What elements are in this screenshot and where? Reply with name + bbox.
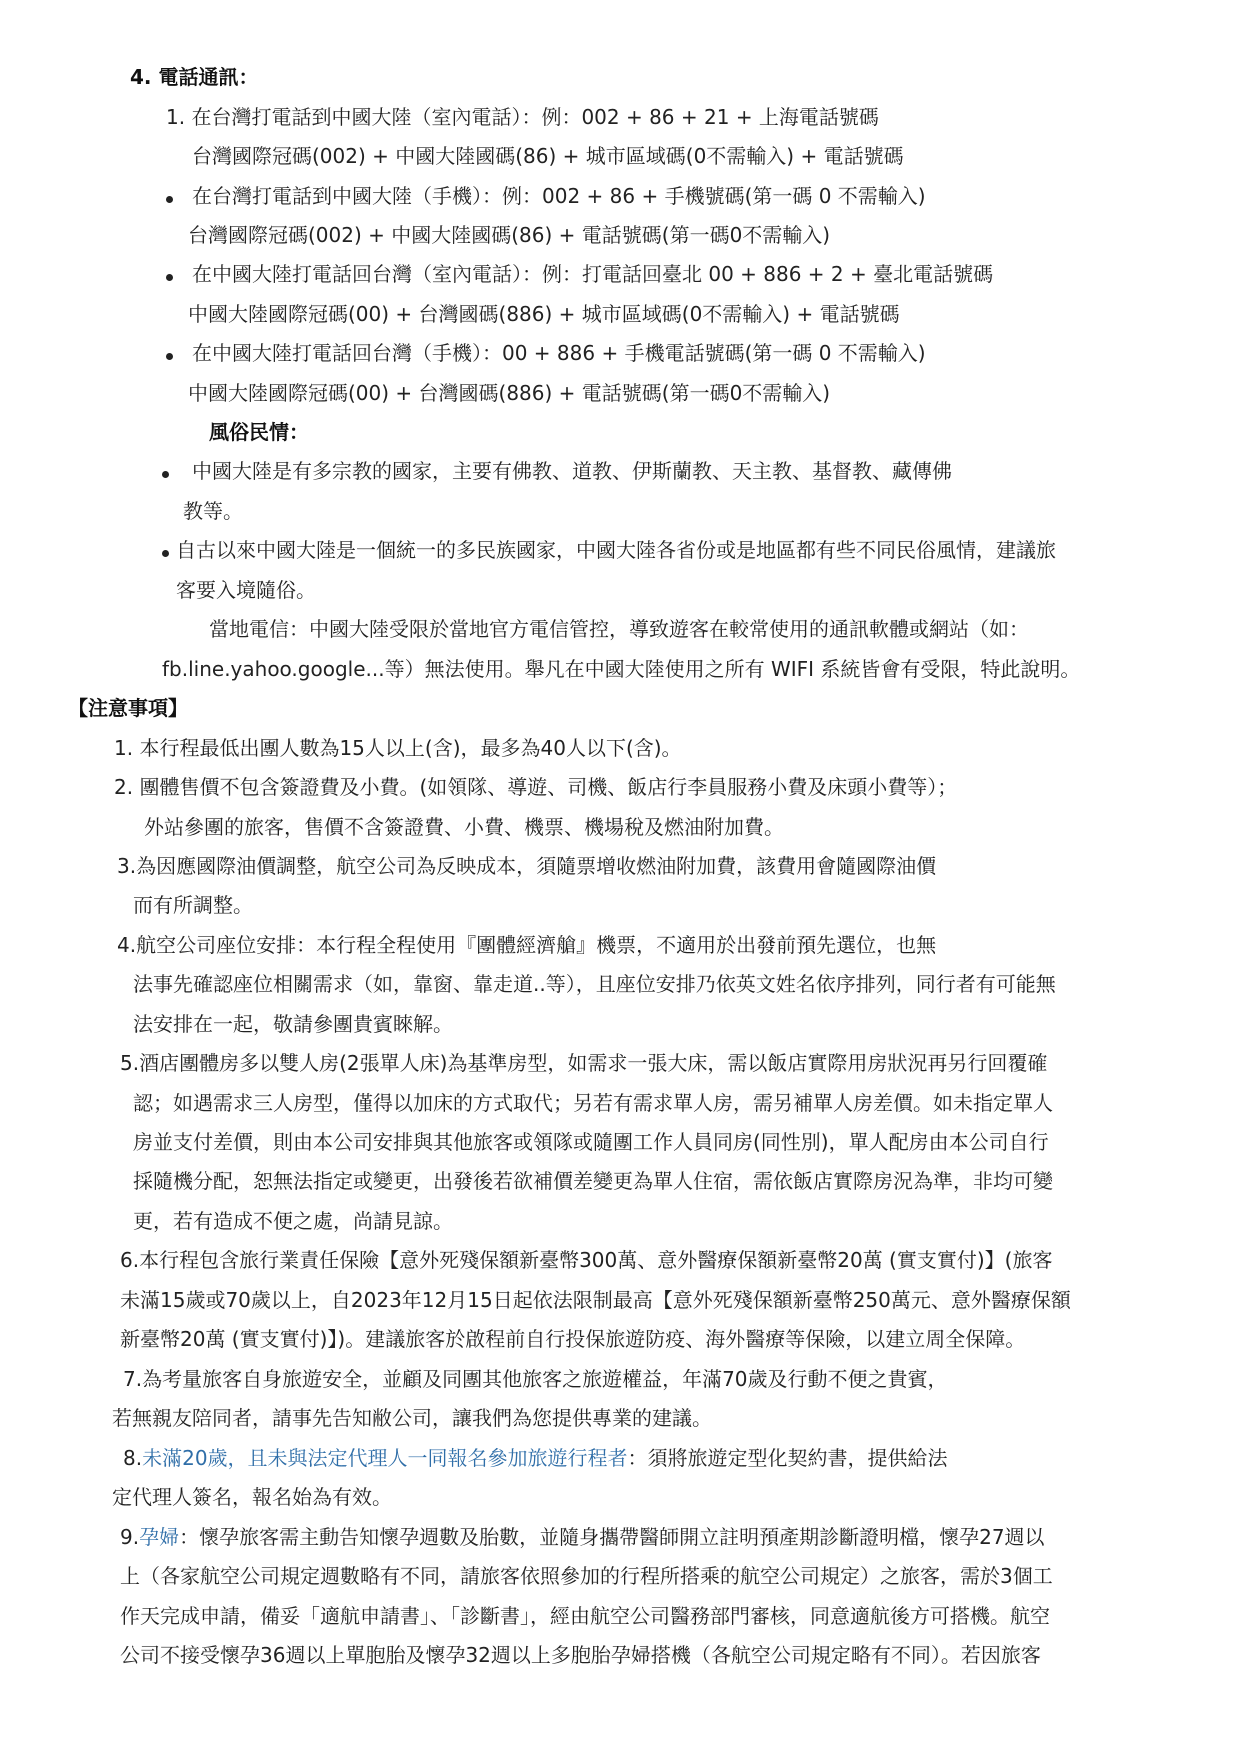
note-9-highlight: 孕婦 <box>139 1525 180 1549</box>
note-8-line-2: 定代理人簽名，報名始為有效。 <box>112 1485 392 1509</box>
note-8-line-1 <box>123 1445 948 1471</box>
note-4-line-3: 法安排在一起，敬請參團貴賓睞解。 <box>133 1012 453 1036</box>
note-9-line-4: 公司不接受懷孕36週以上單胞胎及懷孕32週以上多胞胎孕婦搭機（各航空公司規定略有不同）。若因旅客 <box>120 1643 1041 1667</box>
bullet-icon <box>162 550 169 557</box>
customs-heading: 風俗民情： <box>209 420 309 444</box>
note-7-line-2: 若無親友陪同者，請事先告知敝公司，讓我們為您提供專業的建議。 <box>112 1406 712 1430</box>
telecom-note-line-2: fb.line.yahoo.google...等）無法使用。舉凡在中國大陸使用之所有 WIFI 系統皆會有受限，特此說明。 <box>162 657 1081 681</box>
note-9-line-3: 作天完成申請，備妥「適航申請書」、「診斷書」，經由航空公司醫務部門審核，同意適航後方可搭機。航空 <box>120 1604 1050 1628</box>
bullet-icon <box>166 274 173 281</box>
bullet-icon <box>166 353 173 360</box>
note-7-line-1: 7.為考量旅客自身旅遊安全，並顧及同團其他旅客之旅遊權益，年滿70歲及行動不便之貴賓， <box>123 1367 948 1391</box>
telecom-heading: 4. 電話通訊： <box>130 65 259 89</box>
note-9-number: 9. <box>120 1525 140 1549</box>
note-5-line-5: 更，若有造成不便之處，尚請見諒。 <box>133 1209 453 1233</box>
customs-item-1-line-1: 中國大陸是有多宗教的國家，主要有佛教、道教、伊斯蘭教、天主教、基督教、藏傳佛 <box>192 459 952 483</box>
telecom-item-3-line-2: 中國大陸國際冠碼(00) + 台灣國碼(886) + 城市區域碼(0不需輸入) + 電話號碼 <box>188 302 900 326</box>
telecom-note-line-1: 當地電信：中國大陸受限於當地官方電信管控，導致遊客在較常使用的通訊軟體或網站（如： <box>209 617 1029 641</box>
note-5-line-3: 房並支付差價，則由本公司安排與其他旅客或領隊或隨團工作人員同房(同性別)，單人配房由本公司自行 <box>133 1130 1049 1154</box>
note-2-line-1: 2. 團體售價不包含簽證費及小費。(如領隊、導遊、司機、飯店行李員服務小費及床頭小費等）； <box>114 775 958 799</box>
note-6-line-3: 新臺幣20萬 (實支實付)】)。建議旅客於啟程前自行投保旅遊防疫、海外醫療等保險，以建立周全保障。 <box>120 1327 1026 1351</box>
note-6-line-1: 6.本行程包含旅行業責任保險【意外死殘保額新臺幣300萬、意外醫療保額新臺幣20萬 (實支實付)】(旅客 <box>120 1248 1053 1272</box>
notes-heading: 【注意事項】 <box>68 696 188 720</box>
customs-item-1-line-2: 教等。 <box>183 499 243 523</box>
note-4-line-1: 4.航空公司座位安排：本行程全程使用『團體經濟艙』機票，不適用於出發前預先選位，也無 <box>117 933 937 957</box>
customs-item-2-line-2: 客要入境隨俗。 <box>176 578 316 602</box>
telecom-item-1-line-2: 台灣國際冠碼(002) + 中國大陸國碼(86) + 城市區域碼(0不需輸入) + 電話號碼 <box>192 144 904 168</box>
note-4-line-2: 法事先確認座位相關需求（如，靠窗、靠走道..等），且座位安排乃依英文姓名依序排列，同行者有可能無 <box>133 972 1056 996</box>
note-9-rest: ：懷孕旅客需主動告知懷孕週數及胎數，並隨身攜帶醫師開立註明預產期診斷證明檔，懷孕27週以 <box>179 1525 1045 1549</box>
telecom-item-4-line-2: 中國大陸國際冠碼(00) + 台灣國碼(886) + 電話號碼(第一碼0不需輸入) <box>188 381 831 405</box>
note-5-line-1: 5.酒店團體房多以雙人房(2張單人床)為基準房型，如需求一張大床，需以飯店實際用房狀況再另行回覆確 <box>120 1051 1048 1075</box>
note-3-line-1: 3.為因應國際油價調整，航空公司為反映成本，須隨票增收燃油附加費，該費用會隨國際油價 <box>117 854 937 878</box>
note-5-line-4: 採隨機分配，恕無法指定或變更，出發後若欲補價差變更為單人住宿，需依飯店實際房況為準，非均可變 <box>133 1169 1053 1193</box>
telecom-item-1-line-1: 1. 在台灣打電話到中國大陸（室內電話）：例：002 + 86 + 21 + 上海電話號碼 <box>166 105 879 129</box>
note-3-line-2: 而有所調整。 <box>133 893 253 917</box>
customs-item-2-line-1: 自古以來中國大陸是一個統一的多民族國家，中國大陸各省份或是地區都有些不同民俗風情，建議旅 <box>176 538 1056 562</box>
telecom-item-2-line-2: 台灣國際冠碼(002) + 中國大陸國碼(86) + 電話號碼(第一碼0不需輸入) <box>188 223 831 247</box>
telecom-item-3-line-1: 在中國大陸打電話回台灣（室內電話）：例：打電話回臺北 00 + 886 + 2 + 臺北電話號碼 <box>192 262 994 286</box>
telecom-item-2-line-1: 在台灣打電話到中國大陸（手機）：例：002 + 86 + 手機號碼(第一碼 0 不需輸入) <box>192 184 926 208</box>
note-2-line-2: 外站參團的旅客，售價不含簽證費、小費、機票、機場稅及燃油附加費。 <box>144 815 784 839</box>
note-1: 1. 本行程最低出團人數為15人以上(含)，最多為40人以下(含)。 <box>114 736 682 760</box>
note-6-line-2: 未滿15歲或70歲以上，自2023年12月15日起依法限制最高【意外死殘保額新臺幣250萬元、意外醫療保額 <box>120 1288 1071 1312</box>
note-8-highlight: 未滿20歲，且未與法定代理人一同報名參加旅遊行程者 <box>142 1446 628 1470</box>
note-9-line-1 <box>120 1524 1045 1550</box>
note-8-rest: ：須將旅遊定型化契約書，提供給法 <box>627 1446 948 1470</box>
bullet-icon <box>166 196 173 203</box>
note-5-line-2: 認；如遇需求三人房型，僅得以加床的方式取代；另若有需求單人房，需另補單人房差價。如未指定單人 <box>133 1091 1053 1115</box>
telecom-item-4-line-1: 在中國大陸打電話回台灣（手機）：00 + 886 + 手機電話號碼(第一碼 0 不需輸入) <box>192 341 926 365</box>
bullet-icon <box>162 471 169 478</box>
note-8-number: 8. <box>123 1446 143 1470</box>
note-9-line-2: 上（各家航空公司規定週數略有不同，請旅客依照參加的行程所搭乘的航空公司規定）之旅客，需於3個工 <box>120 1564 1053 1588</box>
